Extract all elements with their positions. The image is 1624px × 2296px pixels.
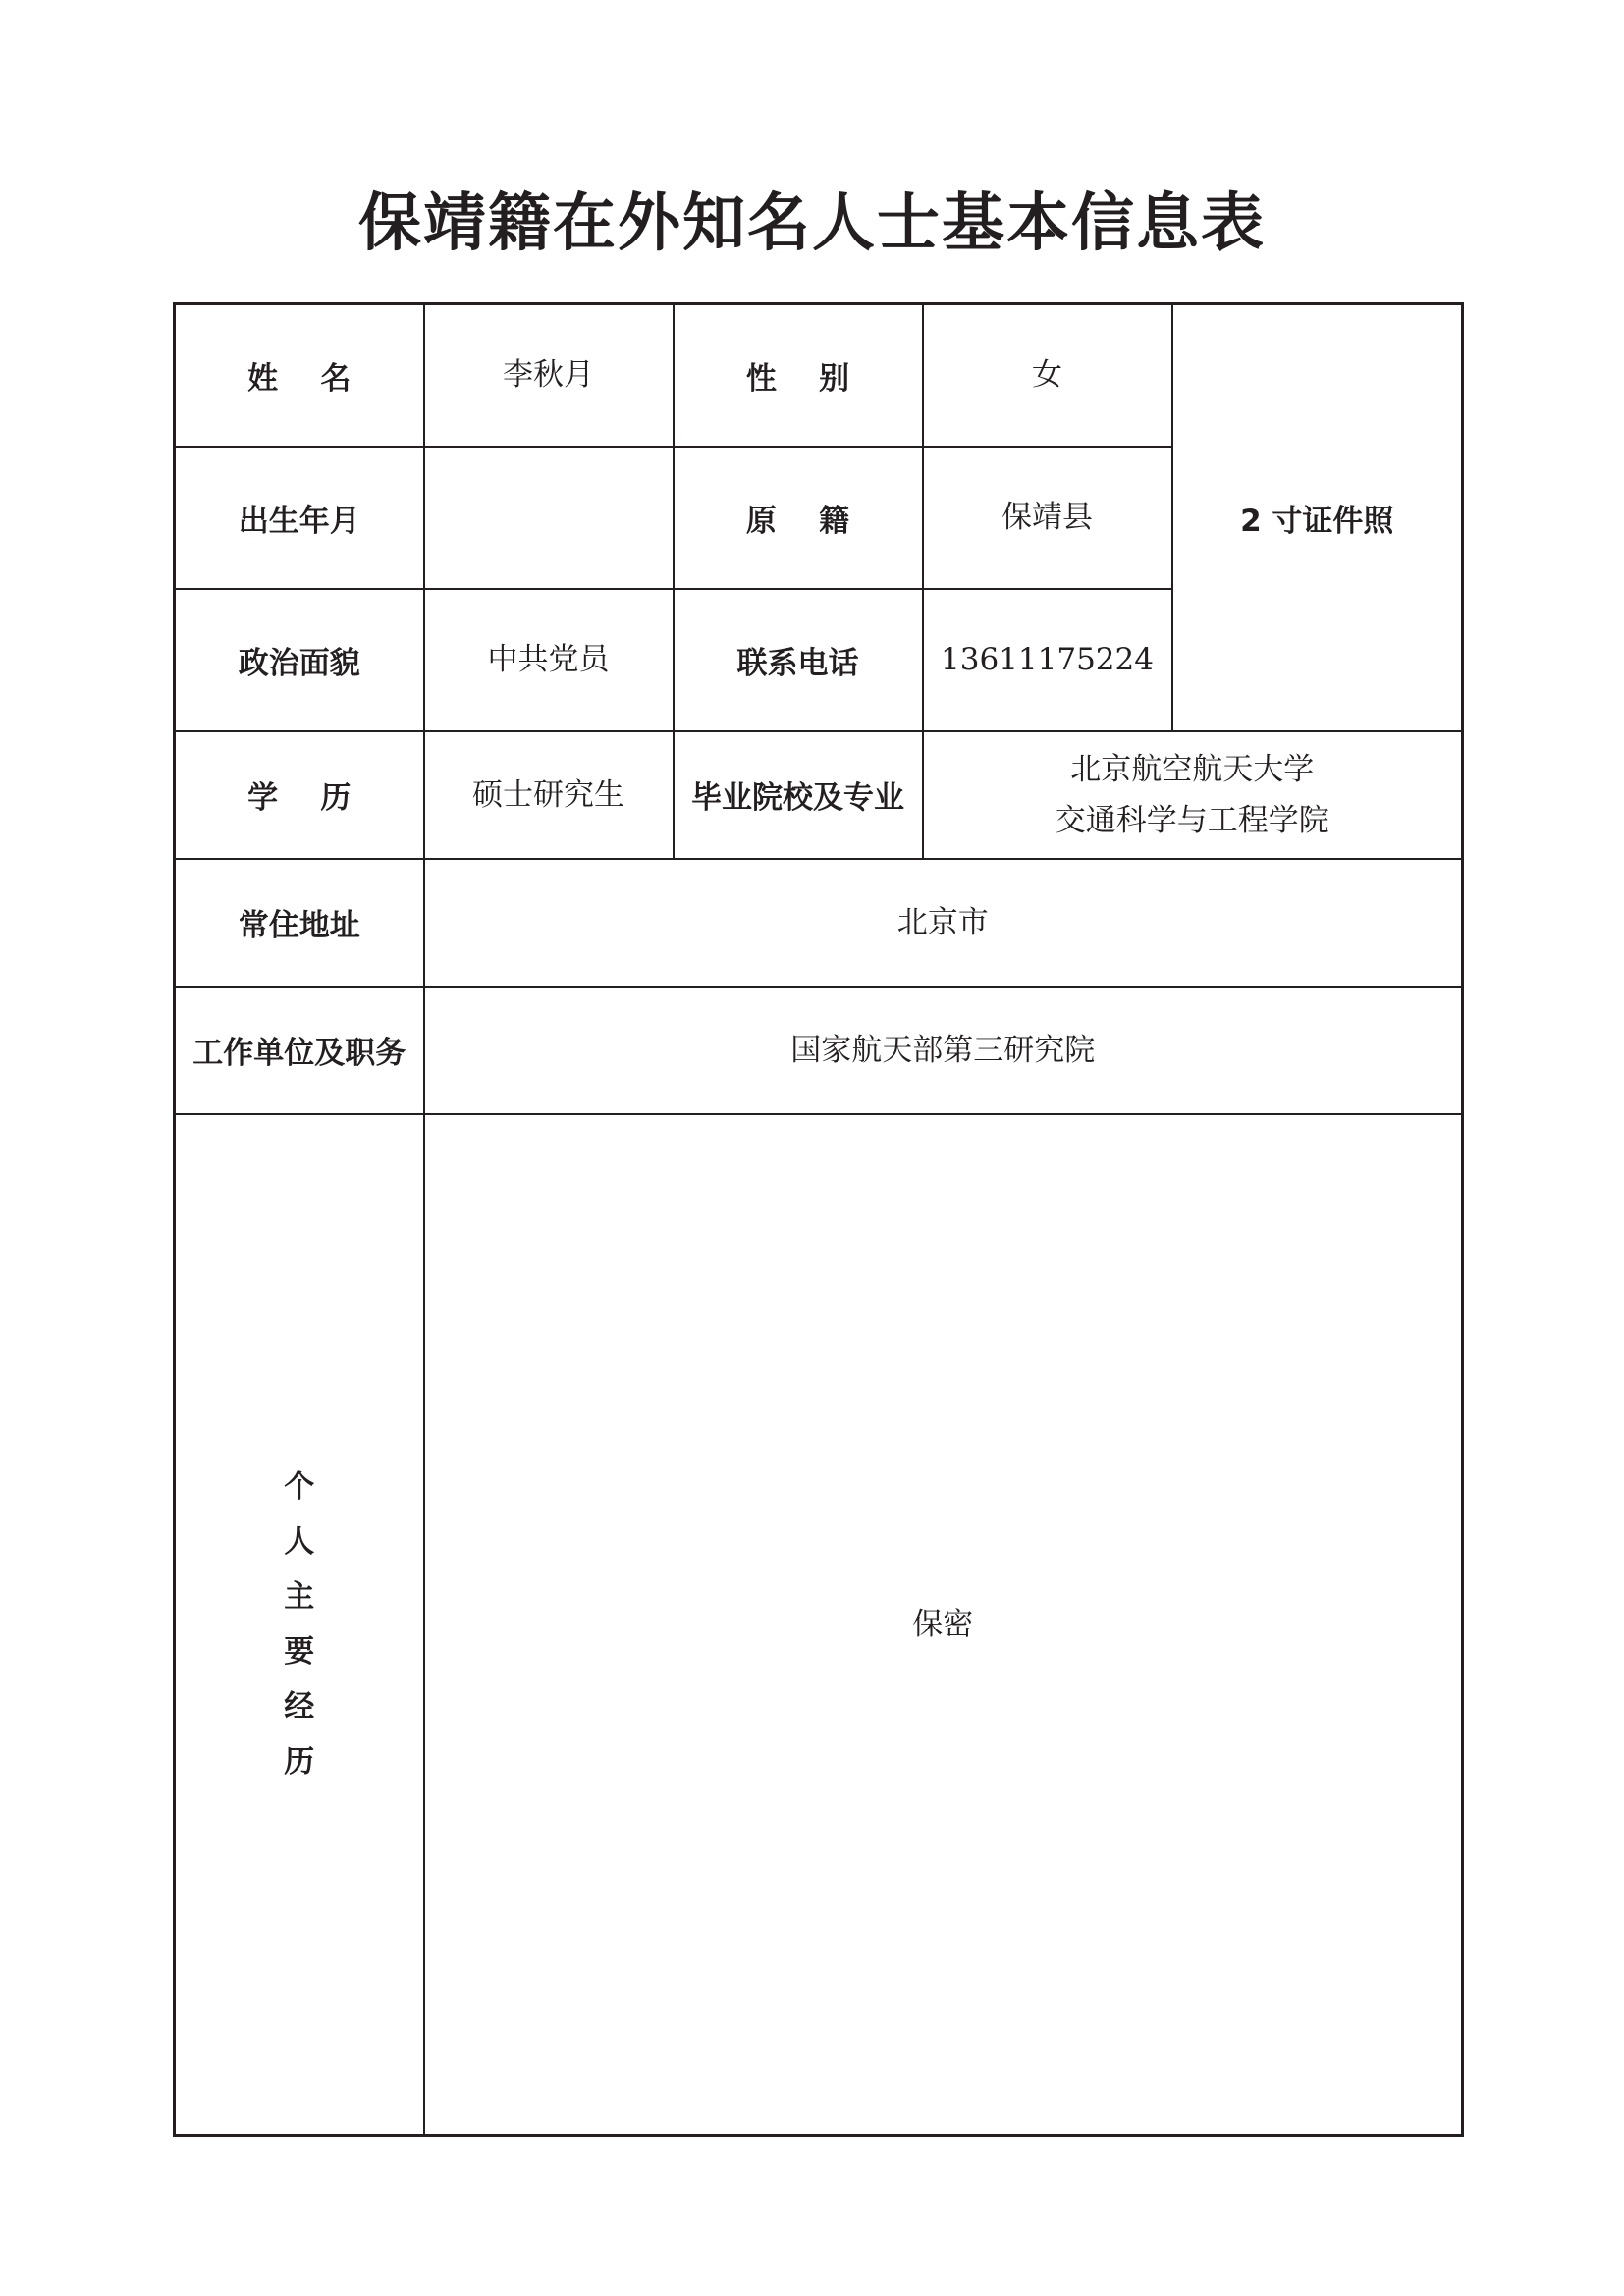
work-value-cell	[424, 987, 1463, 1114]
work-label-cell	[175, 987, 424, 1114]
political-label: 政治面貌	[238, 645, 360, 681]
birth-label: 出生年月	[238, 503, 360, 539]
political-label-cell	[175, 589, 424, 731]
school-value	[928, 744, 1458, 846]
phone-label: 联系电话	[736, 645, 859, 681]
document-title: 保靖籍在外知名人士基本信息表	[358, 187, 1266, 260]
photo-placeholder: 2 寸证件照	[1240, 503, 1394, 539]
experience-label-cell	[175, 1114, 424, 2136]
row-experience	[175, 1114, 1463, 2136]
work-label: 工作单位及职务	[192, 1036, 406, 1071]
name-label: 姓 名	[247, 360, 352, 397]
gender-label-cell	[674, 304, 923, 447]
address-value-cell	[424, 859, 1463, 987]
origin-label-cell	[674, 447, 923, 589]
work-value: 国家航天部第三研究院	[790, 1032, 1096, 1068]
education-label-cell	[175, 731, 424, 859]
experience-value-cell	[424, 1114, 1463, 2136]
education-value-cell	[424, 731, 674, 859]
row-work	[175, 987, 1463, 1114]
name-value-cell	[424, 304, 674, 447]
photo-cell	[1172, 304, 1463, 731]
school-label-cell	[674, 731, 923, 859]
phone-value: 13611175224	[941, 642, 1154, 677]
address-label: 常住地址	[238, 908, 360, 943]
gender-label: 性 别	[745, 360, 850, 397]
origin-value-cell	[923, 447, 1172, 589]
address-label-cell	[175, 859, 424, 987]
row-address	[175, 859, 1463, 987]
name-value: 李秋月	[503, 357, 594, 394]
school-value-line2: 交通科学与工程学院	[1055, 802, 1329, 838]
birth-label-cell	[175, 447, 424, 589]
origin-label: 原 籍	[745, 503, 850, 539]
row-education-school	[175, 731, 1463, 859]
gender-value-cell	[923, 304, 1172, 447]
education-label: 学 历	[247, 780, 352, 816]
phone-value-cell	[923, 589, 1172, 731]
phone-label-cell	[674, 589, 923, 731]
name-label-cell	[175, 304, 424, 447]
experience-value: 保密	[912, 1606, 974, 1642]
row-name-gender	[175, 304, 1463, 447]
birth-value-cell	[424, 447, 674, 589]
address-value: 北京市	[896, 904, 989, 940]
experience-label: 个人主要经历	[284, 1468, 315, 1780]
political-value-cell	[424, 589, 674, 731]
political-value: 中共党员	[487, 642, 610, 677]
school-value-line1: 北京航空航天大学	[1070, 751, 1315, 787]
origin-value: 保靖县	[1001, 500, 1093, 535]
school-label: 毕业院校及专业	[691, 780, 904, 816]
education-value: 硕士研究生	[472, 776, 624, 813]
info-table	[173, 302, 1464, 2137]
gender-value: 女	[1032, 357, 1062, 394]
school-value-cell	[923, 731, 1463, 859]
